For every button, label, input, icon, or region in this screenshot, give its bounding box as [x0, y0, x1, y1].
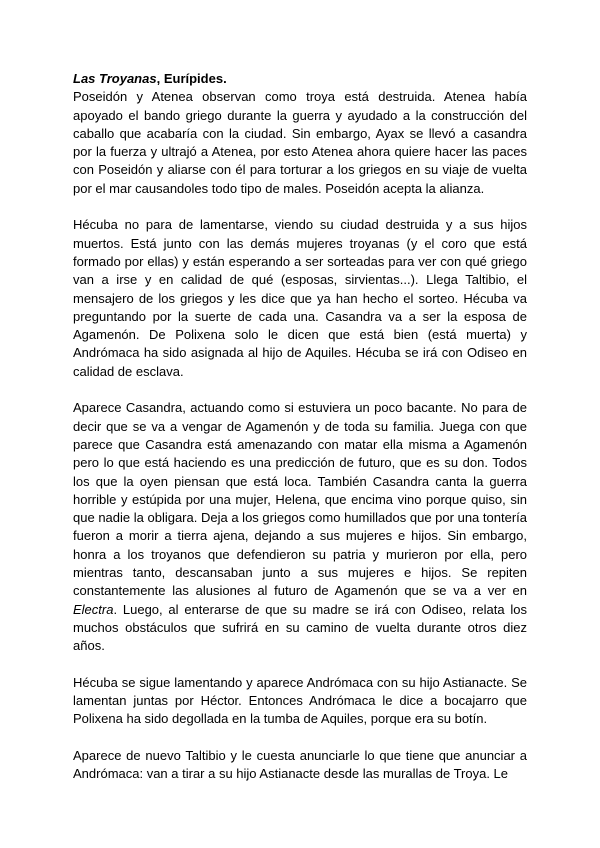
author-name: Eurípides.	[163, 71, 227, 86]
document-page	[73, 70, 527, 802]
paragraph-3-text-before: Aparece Casandra, actuando como si estuviera un poco bacante. No para de decir que se va a vengar de Agamenón y de toda su familia. Juega con que parece que Casandra está amenazando con matar ella misma a Agamenón pero lo que está haciendo es una predicción de futuro, que es su don. Todos los que la oyen piensan que está loca. También Casandra canta la guerra horrible y estúpida por una mujer, Helena, que encima vino porque quiso, sin que nadie la obligara. Deja a los griegos como humillados que por una tontería fueron a morir a tierra ajena, dejando a sus mujeres e hijos. Sin embargo, honra a los troyanos que defendieron su patria y murieron por ella, pero mientras tanto, descansaban junto a sus mujeres e hijos. Se repiten constantemente las alusiones al futuro de Agamenón que se va a ver en	[73, 400, 527, 599]
paragraph-2: Hécuba no para de lamentarse, viendo su ciudad destruida y a sus hijos muertos. Está junto con las demás mujeres troyanas (y el coro que está formado por ellas) y están esperando a ser sorteadas para ver con qué griego van a irse y en calidad de qué (esposas, sirvientas...). Llega Taltibio, el mensajero de los griegos y les dice que ya han hecho el sorteo. Hécuba va preguntando por la suerte de cada una. Casandra va a ser la esposa de Agamenón. De Polixena solo le dicen que está bien (está muerta) y Andrómaca ha sido asignada al hijo de Aquiles. Hécuba se irá con Odiseo en calidad de esclava.	[73, 217, 527, 379]
paragraph-1: Poseidón y Atenea observan como troya está destruida. Atenea había apoyado el bando griego durante la guerra y ayudado a la construcción del caballo que acabaría con la ciudad. Sin embargo, Ayax se llevó a casandra por la fuerza y ultrajó a Atenea, por esto Atenea ahora quiere hacer las paces con Poseidón y aliarse con él para torturar a los griegos en su viaje de vuelta por el mar causandoles todo tipo de males. Poseidón acepta la alianza.	[73, 89, 527, 196]
paragraph-3-emphasis: Electra	[73, 601, 114, 617]
title-separator: ,	[156, 71, 164, 86]
paragraph-3	[73, 399, 527, 655]
paragraph-4: Hécuba se sigue lamentando y aparece Andrómaca con su hijo Astianacte. Se lamentan juntas por Héctor. Entonces Andrómaca le dice a bocajarro que Polixena ha sido degollada en la tumba de Aquiles, porque era su botín.	[73, 674, 527, 727]
document-title	[73, 70, 527, 88]
work-title: Las Troyanas	[73, 71, 157, 86]
paragraph-5: Aparece de nuevo Taltibio y le cuesta anunciarle lo que tiene que anunciar a Andrómaca: van a tirar a su hijo Astianacte desde las murallas de Troya. Le	[73, 747, 527, 782]
paragraph-3-text-after: . Luego, al enterarse de que su madre se irá con Odiseo, relata los muchos obstáculos que sufrirá en su camino de vuelta durante otros diez años.	[73, 601, 527, 654]
